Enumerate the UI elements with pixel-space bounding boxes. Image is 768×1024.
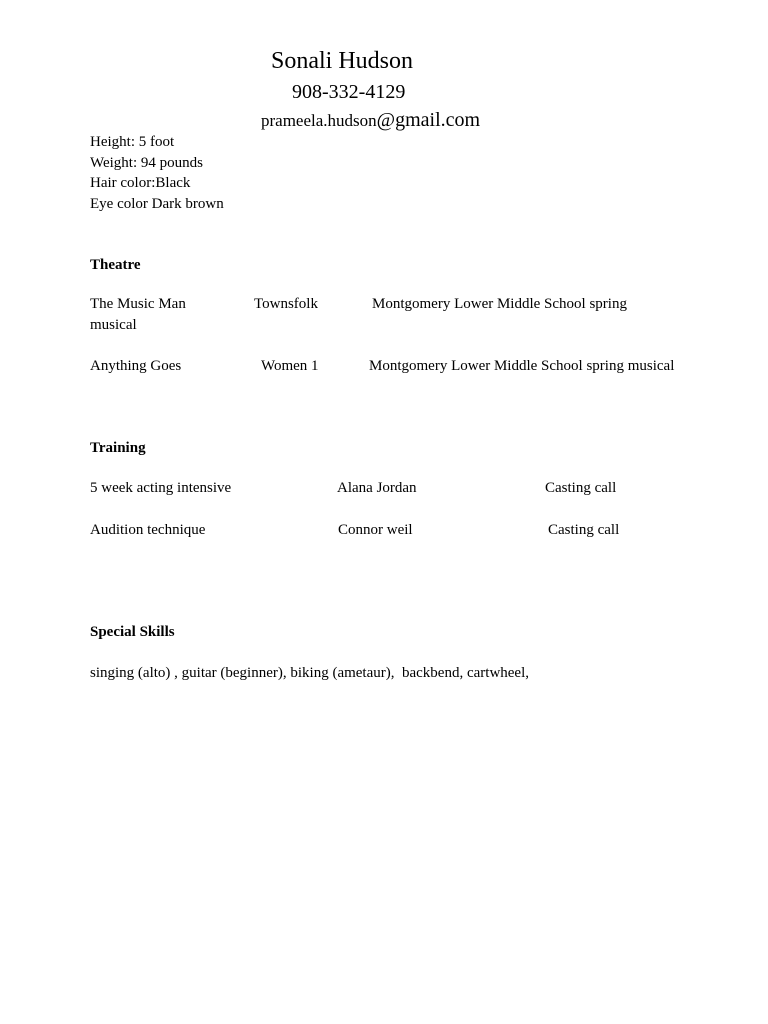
email-local-part: prameela.hudson bbox=[261, 111, 377, 130]
theatre-show: Anything Goes bbox=[90, 358, 182, 374]
weight-line: Weight: 94 pounds bbox=[90, 154, 203, 171]
theatre-venue-continued: musical bbox=[90, 317, 137, 333]
theatre-venue: Montgomery Lower Middle School spring bbox=[372, 296, 627, 312]
theatre-role: Women 1 bbox=[261, 358, 319, 374]
height-line: Height: 5 foot bbox=[90, 134, 175, 150]
training-place: Casting call bbox=[545, 480, 617, 496]
theatre-heading: Theatre bbox=[90, 257, 141, 273]
theatre-role: Townsfolk bbox=[254, 296, 318, 312]
theatre-show: The Music Man bbox=[90, 296, 186, 312]
hair-color-line: Hair color:Black bbox=[90, 175, 191, 192]
special-skills-text: singing (alto) , guitar (beginner), biking (ametaur), backbend, cartwheel, bbox=[90, 665, 530, 681]
eye-color-line: Eye color Dark brown bbox=[90, 196, 224, 213]
phone-number: 908-332-4129 bbox=[292, 81, 406, 103]
training-place: Casting call bbox=[548, 522, 620, 538]
training-course: Audition technique bbox=[90, 522, 206, 538]
training-teacher: Connor weil bbox=[338, 522, 413, 538]
email-address bbox=[261, 107, 480, 135]
training-teacher: Alana Jordan bbox=[337, 480, 417, 496]
training-heading: Training bbox=[90, 440, 146, 456]
training-course: 5 week acting intensive bbox=[90, 480, 232, 496]
special-skills-heading: Special Skills bbox=[90, 624, 175, 640]
resume-name: Sonali Hudson bbox=[271, 48, 414, 74]
theatre-venue: Montgomery Lower Middle School spring musical bbox=[369, 358, 675, 374]
email-domain-part: @gmail.com bbox=[376, 109, 481, 131]
physical-stats bbox=[90, 132, 224, 215]
